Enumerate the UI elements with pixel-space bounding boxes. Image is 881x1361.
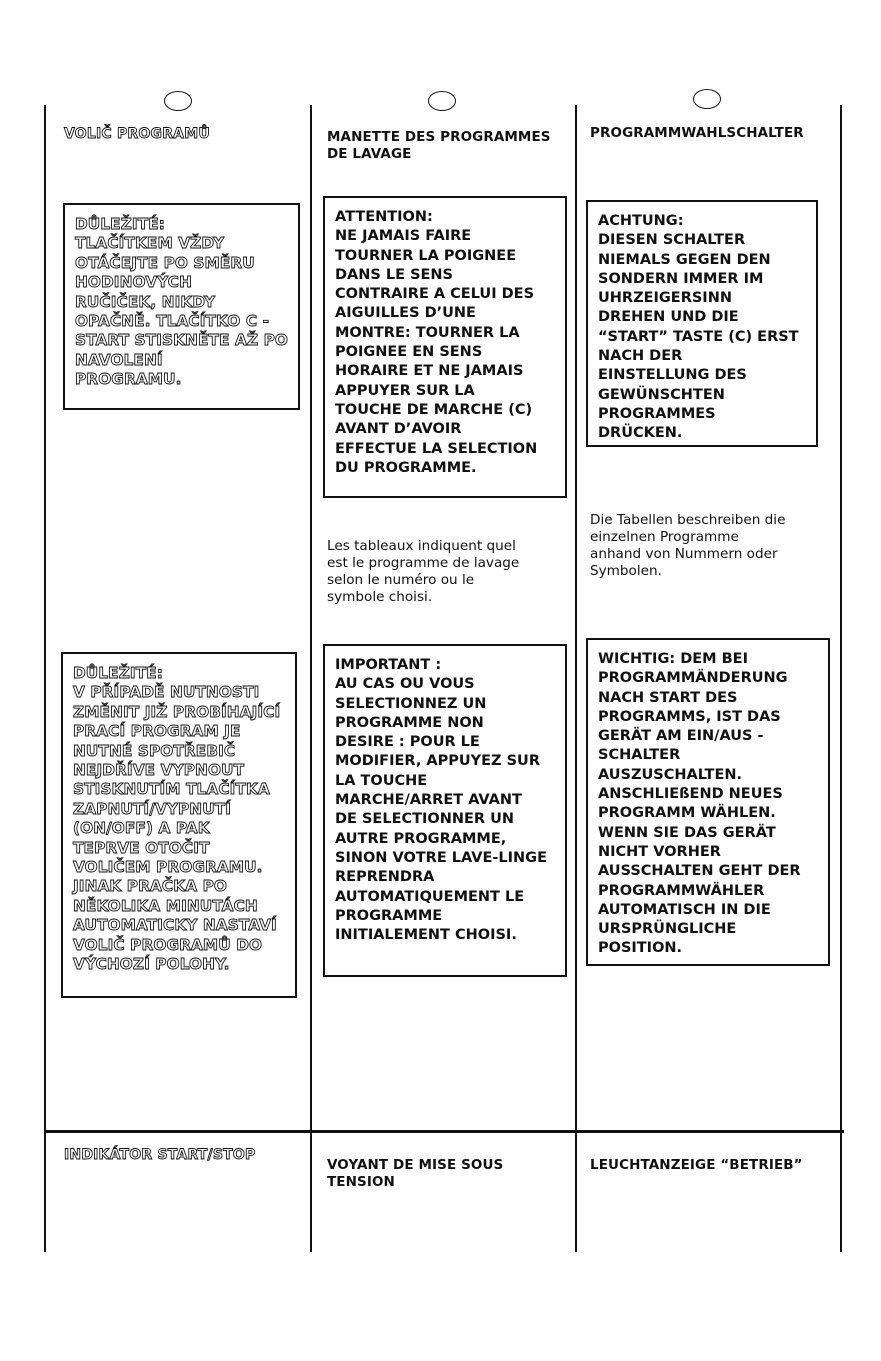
column-divider-right	[840, 105, 842, 1252]
de-important-box-1	[586, 200, 818, 447]
de-important-text-1: ACHTUNG: DIESEN SCHALTER NIEMALS GEGEN DEN SONDERN IMMER IM UHRZEIGERSINN DREHEN UND DIE “START” TASTE (C) ERST NACH DER EINSTELLUNG DES GEWÜNSCHTEN PROGRAMMES DRÜCKEN.	[598, 213, 799, 442]
de-paragraph: Die Tabellen beschreiben die einzelnen Programme anhand von Nummern oder Symbolen.	[590, 512, 786, 579]
section-divider	[44, 1130, 844, 1133]
cz-important-text-2: DŮLEŽITÉ: V PŘÍPADĚ NUTNOSTI ZMĚNIT JIŽ PROBÍHAJÍCÍ PRACÍ PROGRAM JE NUTNÉ SPOTŘEBIČ NEJDŘÍVE VYPNOUT STISKNUTÍM TLAČÍTKA ZAPNUTÍ/VYPNUTÍ (ON/OFF) A PAK TEPRVE OTOČIT VOLIČEM PROGRAMU. JINAK PRAČKA PO NĚKOLIKA MINUTÁCH AUTOMATICKY NASTAVÍ VOLIČ PROGRAMŮ DO VÝCHOZÍ POLOHY.	[73, 664, 281, 974]
de-indicator-heading: LEUCHTANZEIGE “BETRIEB”	[590, 1157, 803, 1173]
fr-important-box-2	[323, 644, 567, 977]
cz-indicator-heading: INDIKÁTOR START/STOP	[64, 1147, 256, 1163]
cz-important-box-1	[63, 203, 300, 410]
column-divider-left	[44, 105, 46, 1252]
cz-important-box-2	[61, 652, 297, 998]
de-program-selector-heading: PROGRAMMWAHLSCHALTER	[590, 125, 804, 141]
language-marker-cz	[164, 91, 192, 111]
de-important-box-2	[586, 638, 830, 966]
language-marker-fr	[428, 91, 456, 111]
column-divider-1	[310, 105, 312, 1252]
column-divider-2	[575, 105, 577, 1252]
cz-important-text-1: DŮLEŽITÉ: TLAČÍTKEM VŽDY OTÁČEJTE PO SMĚRU HODINOVÝCH RUČIČEK, NIKDY OPAČNĚ. TLAČÍTKO C - START STISKNĚTE AŽ PO NAVOLENÍ PROGRAMU.	[75, 215, 288, 389]
language-marker-de	[693, 89, 721, 109]
de-important-text-2: WICHTIG: DEM BEI PROGRAMMÄNDERUNG NACH START DES PROGRAMMS, IST DAS GERÄT AM EIN/AUS - SCHALTER AUSZUSCHALTEN. ANSCHLIEßEND NEUES PROGRAMM WÄHLEN. WENN SIE DAS GERÄT NICHT VORHER AUSSCHALTEN GEHT DER PROGRAMMWÄHLER AUTOMATISCH IN DIE URSPRÜNGLICHE POSITION.	[598, 651, 801, 957]
fr-important-text-1: ATTENTION: NE JAMAIS FAIRE TOURNER LA POIGNEE DANS LE SENS CONTRAIRE A CELUI DES AIGUILLES D’UNE MONTRE: TOURNER LA POIGNEE EN SENS HORAIRE ET NE JAMAIS APPUYER SUR LA TOUCHE DE MARCHE (C) AVANT D’AVOIR EFFECTUE LA SELECTION DU PROGRAMME.	[335, 209, 538, 476]
fr-program-selector-heading: MANETTE DES PROGRAMMES DE LAVAGE	[327, 129, 551, 162]
fr-paragraph: Les tableaux indiquent quel est le programme de lavage selon le numéro ou le symbole choisi.	[327, 538, 520, 605]
fr-important-box-1	[323, 196, 567, 498]
fr-important-text-2: IMPORTANT : AU CAS OU VOUS SELECTIONNEZ UN PROGRAMME NON DESIRE : POUR LE MODIFIER, APPUYEZ SUR LA TOUCHE MARCHE/ARRET AVANT DE SELECTIONNER UN AUTRE PROGRAMME, SINON VOTRE LAVE-LINGE REPRENDRA AUTOMATIQUEMENT LE PROGRAMME INITIALEMENT CHOISI.	[335, 657, 547, 944]
cz-program-selector-heading: VOLIČ PROGRAMŮ	[64, 126, 210, 142]
fr-indicator-heading: VOYANT DE MISE SOUS TENSION	[327, 1157, 504, 1190]
